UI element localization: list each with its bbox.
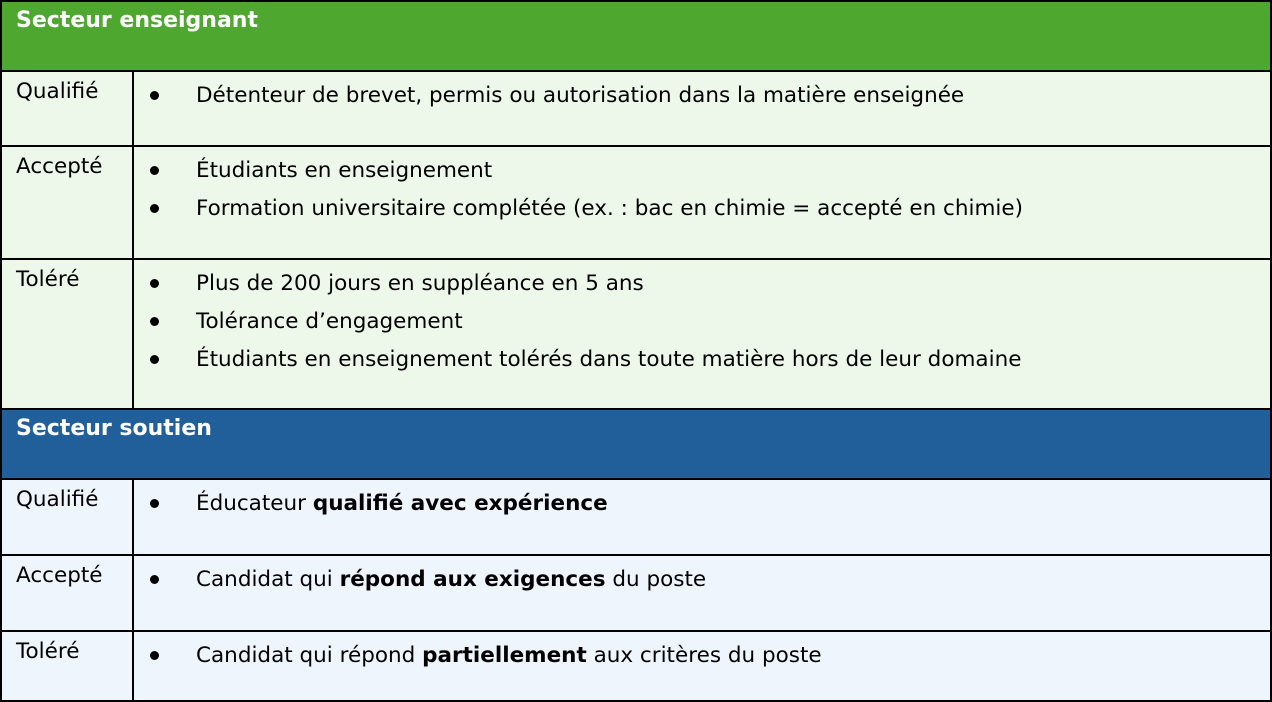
bullet-list bbox=[134, 72, 1270, 115]
row-content bbox=[133, 555, 1271, 631]
bullet-icon bbox=[150, 355, 159, 364]
row-content bbox=[133, 479, 1271, 555]
support-section-title: Secteur soutien bbox=[1, 409, 1271, 479]
bullet-list bbox=[134, 632, 1270, 675]
row-label: Qualifié bbox=[1, 71, 133, 146]
teaching-row-accepted bbox=[1, 146, 1271, 259]
list-item-text: Étudiants en enseignement bbox=[196, 158, 493, 183]
list-item bbox=[134, 303, 1270, 341]
text-regular: Éducateur bbox=[196, 491, 313, 516]
text-bold: qualifié avec expérience bbox=[312, 491, 608, 516]
support-section-header-row bbox=[1, 409, 1271, 479]
bullet-list bbox=[134, 556, 1270, 599]
support-row-tolerated bbox=[1, 631, 1271, 701]
list-item-text: Tolérance d’engagement bbox=[196, 309, 463, 334]
text-regular: Candidat qui bbox=[196, 567, 340, 592]
row-label: Toléré bbox=[1, 259, 133, 409]
list-item-text: Détenteur de brevet, permis ou autorisation dans la matière enseignée bbox=[196, 83, 965, 108]
bullet-icon bbox=[150, 91, 159, 100]
list-item bbox=[134, 561, 1270, 599]
row-label: Accepté bbox=[1, 555, 133, 631]
list-item-text: Étudiants en enseignement tolérés dans toute matière hors de leur domaine bbox=[196, 347, 1022, 372]
support-row-qualified bbox=[1, 479, 1271, 555]
list-item bbox=[134, 190, 1270, 228]
text-regular: du poste bbox=[605, 567, 707, 592]
teaching-row-qualified bbox=[1, 71, 1271, 146]
support-row-accepted bbox=[1, 555, 1271, 631]
row-label: Accepté bbox=[1, 146, 133, 259]
bullet-list bbox=[134, 147, 1270, 228]
list-item bbox=[134, 152, 1270, 190]
bullet-list bbox=[134, 480, 1270, 523]
list-item bbox=[134, 637, 1270, 675]
row-content bbox=[133, 259, 1271, 409]
bullet-icon bbox=[150, 279, 159, 288]
text-regular: aux critères du poste bbox=[586, 643, 822, 668]
row-content bbox=[133, 146, 1271, 259]
row-content bbox=[133, 71, 1271, 146]
bullet-list bbox=[134, 260, 1270, 379]
bullet-icon bbox=[150, 651, 159, 660]
list-item-text: Formation universitaire complétée (ex. : bac en chimie = accepté en chimie) bbox=[196, 196, 1023, 221]
text-bold: répond aux exigences bbox=[339, 567, 606, 592]
teaching-row-tolerated bbox=[1, 259, 1271, 409]
text-regular: Candidat qui répond bbox=[196, 643, 423, 668]
row-label: Qualifié bbox=[1, 479, 133, 555]
bullet-icon bbox=[150, 575, 159, 584]
bullet-icon bbox=[150, 317, 159, 326]
list-item-text: Plus de 200 jours en suppléance en 5 ans bbox=[196, 271, 644, 296]
list-item bbox=[134, 485, 1270, 523]
teaching-section-header-row bbox=[1, 1, 1271, 71]
row-label: Toléré bbox=[1, 631, 133, 701]
list-item bbox=[134, 77, 1270, 115]
bullet-icon bbox=[150, 204, 159, 213]
list-item bbox=[134, 265, 1270, 303]
text-bold: partiellement bbox=[422, 643, 587, 668]
list-item bbox=[134, 341, 1270, 379]
row-content bbox=[133, 631, 1271, 701]
bullet-icon bbox=[150, 499, 159, 508]
teaching-section-title: Secteur enseignant bbox=[1, 1, 1271, 71]
bullet-icon bbox=[150, 166, 159, 175]
